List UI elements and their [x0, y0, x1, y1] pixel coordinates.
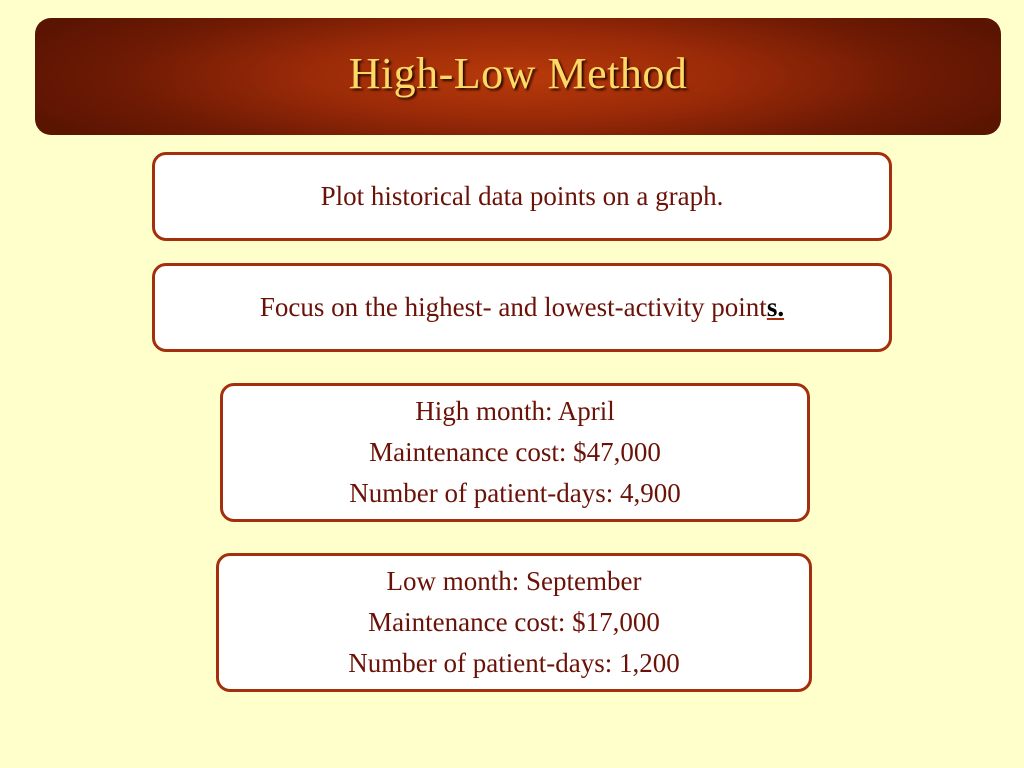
low-month-activity: Number of patient-days: 1,200: [348, 648, 680, 678]
step-focus-emphasis: s.: [766, 292, 785, 322]
low-month-box: [216, 553, 812, 692]
step-focus-box: [152, 263, 892, 352]
step-focus-main: Focus on the highest- and lowest-activity point: [259, 292, 767, 322]
step-plot-box: [152, 152, 892, 241]
low-month-cost: Maintenance cost: $17,000: [368, 607, 660, 637]
high-month-cost: Maintenance cost: $47,000: [369, 437, 661, 467]
title-bar: [35, 18, 1001, 135]
slide-title: High-Low Method: [348, 49, 688, 98]
step-plot-text: Plot historical data points on a graph.: [320, 181, 724, 211]
low-month-label: Low month: September: [386, 566, 642, 596]
high-month-box: [220, 383, 810, 522]
high-month-label: High month: April: [415, 396, 615, 426]
high-month-activity: Number of patient-days: 4,900: [349, 478, 681, 508]
step-focus-text: [260, 287, 784, 328]
